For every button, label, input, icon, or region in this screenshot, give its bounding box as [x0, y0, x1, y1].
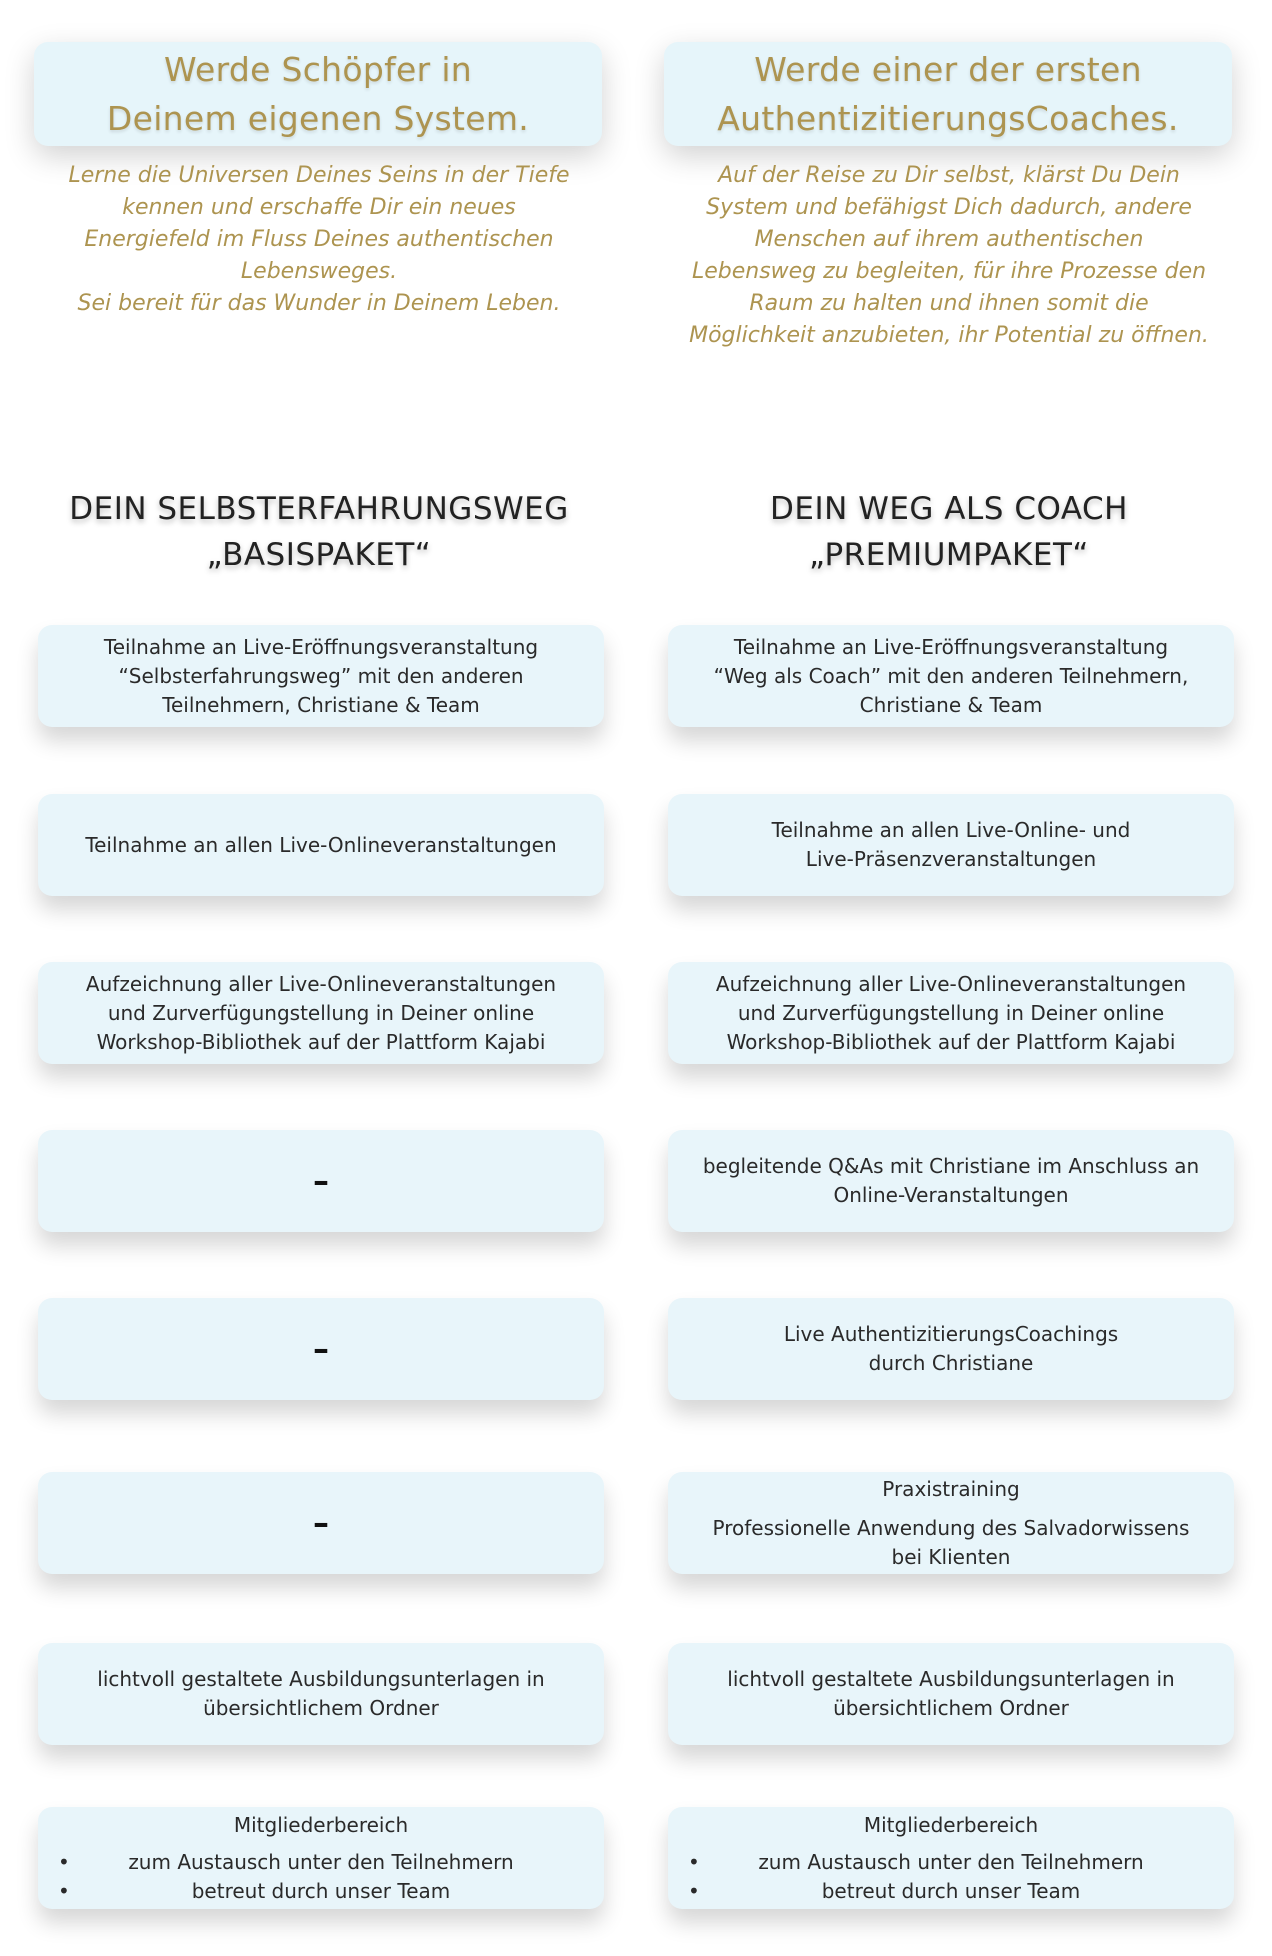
- feature-card: [668, 794, 1234, 896]
- feature-card: [668, 1130, 1234, 1232]
- hero-title: Werde einer der ersten AuthentizitierungsCoaches.: [717, 50, 1179, 138]
- not-included-dash: –: [313, 1162, 329, 1200]
- feature-text: Aufzeichnung aller Live-Onlineveranstaltungen und Zurverfügungstellung in Deiner online Workshop-Bibliothek auf der Plattform Kajabi: [85, 971, 557, 1054]
- feature-text: Teilnahme an Live-Eröffnungsveranstaltung “Weg als Coach” mit den anderen Teilnehmern, Christiane & Team: [713, 634, 1189, 717]
- feature-text: lichtvoll gestaltete Ausbildungsunterlagen in übersichtlichem Ordner: [727, 1667, 1175, 1720]
- list-item: [52, 1848, 590, 1877]
- list-item: [52, 1877, 590, 1906]
- feature-text: begleitende Q&As mit Christiane im Anschluss an Online-Veranstaltungen: [702, 1154, 1200, 1207]
- feature-card: [38, 625, 604, 727]
- members-card: [668, 1807, 1234, 1909]
- feature-text: Teilnahme an Live-Eröffnungsveranstaltung “Selbsterfahrungsweg” mit den anderen Teilnehmern, Christiane & Team: [103, 634, 539, 717]
- list-item-text: zum Austausch unter den Teilnehmern: [758, 1849, 1144, 1874]
- list-item: [682, 1877, 1220, 1906]
- hero-box: [664, 42, 1232, 146]
- feature-card: [668, 1298, 1234, 1400]
- members-list: [52, 1848, 590, 1906]
- feature-heading: Praxistraining: [882, 1476, 1020, 1501]
- feature-card: [668, 1472, 1234, 1574]
- feature-card: [38, 1472, 604, 1574]
- list-item-text: zum Austausch unter den Teilnehmern: [128, 1849, 514, 1874]
- hero-title: Werde Schöpfer in Deinem eigenen System.: [106, 50, 530, 138]
- feature-card: [38, 1643, 604, 1745]
- feature-text: lichtvoll gestaltete Ausbildungsunterlagen in übersichtlichem Ordner: [97, 1667, 545, 1720]
- hero-box: [34, 42, 602, 146]
- not-included-dash: –: [313, 1330, 329, 1368]
- not-included-dash: –: [313, 1504, 329, 1542]
- feature-text: Aufzeichnung aller Live-Onlineveranstaltungen und Zurverfügungstellung in Deiner online Workshop-Bibliothek auf der Plattform Kajabi: [715, 971, 1187, 1054]
- feature-card: [38, 1130, 604, 1232]
- members-card: [38, 1807, 604, 1909]
- bullet-icon: •: [58, 1849, 70, 1874]
- feature-text: Teilnahme an allen Live-Onlineveranstaltungen: [85, 832, 557, 857]
- list-item-text: betreut durch unser Team: [821, 1878, 1081, 1903]
- package-title: DEIN WEG ALS COACH „PREMIUMPAKET“: [770, 491, 1128, 573]
- feature-detail: Professionelle Anwendung des Salvadorwissens bei Klienten: [712, 1515, 1190, 1569]
- intro-text: Lerne die Universen Deines Seins in der Tiefe kennen und erschaffe Dir ein neues Energiefeld im Fluss Deines authentischen Lebensweges. Sei bereit für das Wunder in Deinem Leben.: [68, 163, 570, 316]
- package-title: DEIN SELBSTERFAHRUNGSWEG „BASISPAKET“: [69, 491, 569, 573]
- list-item-text: betreut durch unser Team: [191, 1878, 451, 1903]
- members-title: Mitgliederbereich: [233, 1812, 409, 1837]
- feature-card: [38, 794, 604, 896]
- feature-card: [668, 1643, 1234, 1745]
- bullet-icon: •: [688, 1878, 700, 1903]
- feature-card: [668, 962, 1234, 1064]
- bullet-icon: •: [58, 1878, 70, 1903]
- feature-card: [38, 962, 604, 1064]
- members-title: Mitgliederbereich: [863, 1812, 1039, 1837]
- bullet-icon: •: [688, 1849, 700, 1874]
- list-item: [682, 1848, 1220, 1877]
- feature-card: [38, 1298, 604, 1400]
- feature-text: Teilnahme an allen Live-Online- und Live-Präsenzveranstaltungen: [771, 818, 1131, 871]
- feature-text: Live AuthentizitierungsCoachings durch Christiane: [783, 1322, 1119, 1375]
- intro-text: Auf der Reise zu Dir selbst, klärst Du Dein System und befähigst Dich dadurch, andere Menschen auf ihrem authentischen Lebensweg zu begleiten, für ihre Prozesse den Raum zu halten und ihnen somit die Möglichkeit anzubieten, ihr Potential zu öffnen.: [689, 163, 1209, 348]
- members-list: [682, 1848, 1220, 1906]
- feature-card: [668, 625, 1234, 727]
